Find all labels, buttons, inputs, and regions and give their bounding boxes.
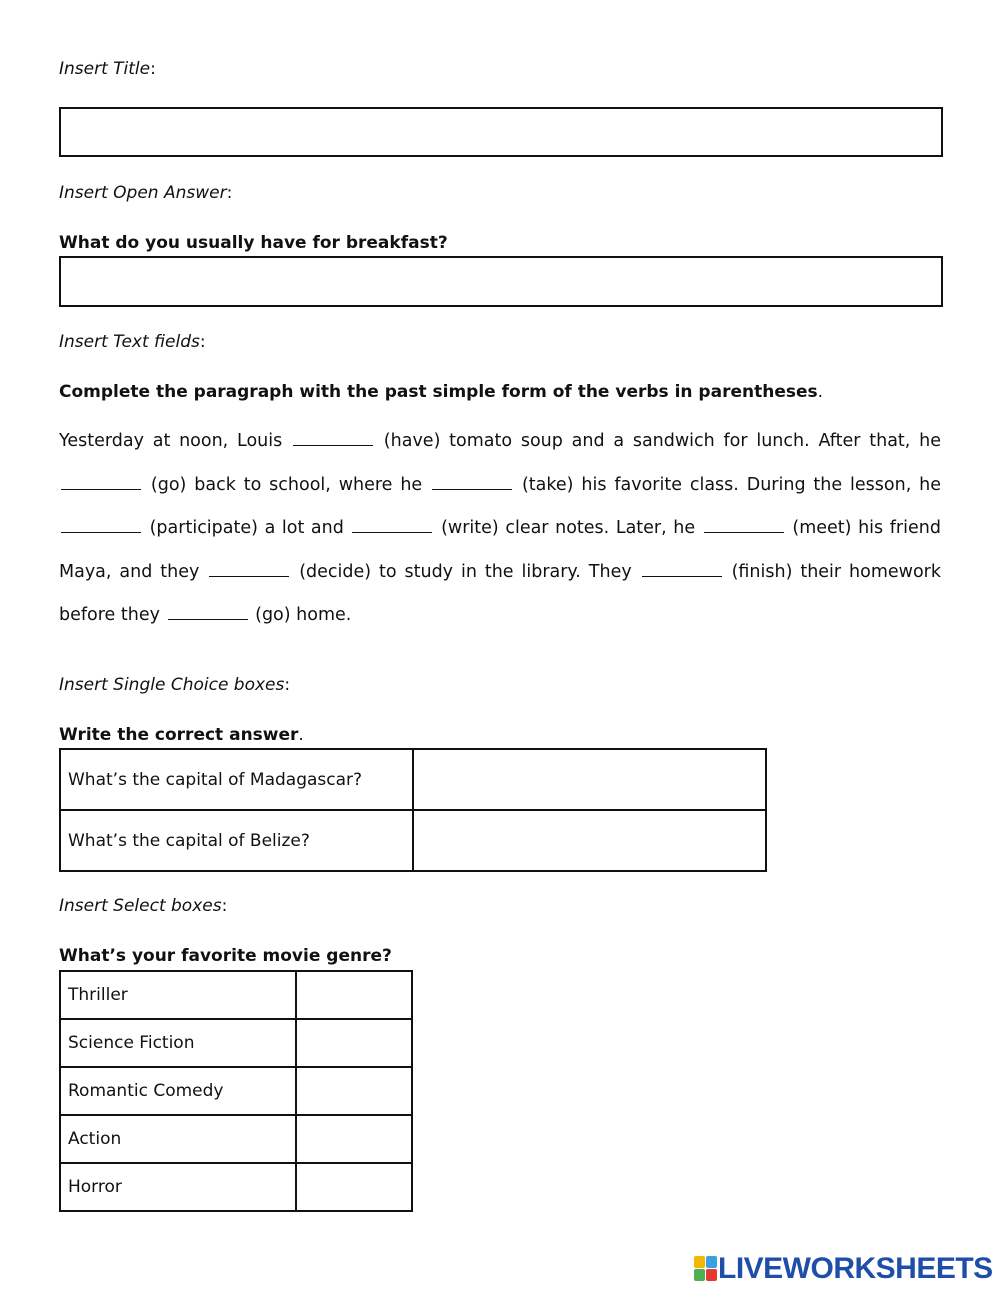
breakfast-question: What do you usually have for breakfast? — [59, 233, 448, 253]
text-fields-section-label: Insert Text fields: — [59, 332, 206, 352]
logo-text: LIVEWORKSHEETS — [718, 1252, 993, 1285]
table-row — [60, 1115, 412, 1163]
table-row — [60, 971, 412, 1019]
capital-question-belize: What’s the capital of Belize? — [60, 810, 413, 871]
paragraph-instruction-text: Complete the paragraph with the past simple form of the verbs in parentheses — [59, 382, 818, 402]
paragraph-segment: (go) home. — [255, 605, 352, 625]
select-label-text: Insert Select boxes — [59, 896, 222, 916]
genre-question: What’s your favorite movie genre? — [59, 946, 392, 966]
blank-field-finish[interactable] — [642, 575, 722, 577]
single-choice-instruction: Write the correct answer. — [59, 725, 304, 745]
single-choice-label-text: Insert Single Choice boxes — [59, 675, 285, 695]
table-row — [60, 1019, 412, 1067]
blank-field-participate[interactable] — [61, 531, 141, 533]
title-label-text: Insert Title — [59, 59, 151, 79]
paragraph-segment: (have) tomato soup and a sandwich for lunch. After that, he — [383, 431, 941, 451]
title-input-box[interactable] — [59, 107, 943, 157]
blank-field-decide[interactable] — [209, 575, 289, 577]
blank-field-have[interactable] — [293, 444, 373, 446]
paragraph-segment: (meet) his friend Maya, and they — [59, 518, 941, 582]
paragraph-segment: (take) his favorite class. During the lesson, he — [521, 474, 941, 495]
capital-answer-madagascar[interactable] — [413, 749, 766, 810]
blank-field-take[interactable] — [432, 488, 512, 490]
capital-answer-belize[interactable] — [413, 810, 766, 871]
genre-select-romantic-comedy[interactable] — [296, 1067, 412, 1115]
genre-option-science-fiction: Science Fiction — [60, 1019, 296, 1067]
genre-table — [59, 970, 413, 1212]
paragraph-segment: Yesterday at noon, Louis — [59, 431, 283, 451]
genre-option-horror: Horror — [60, 1163, 296, 1211]
text-fields-label-text: Insert Text fields — [59, 332, 200, 352]
genre-select-action[interactable] — [296, 1115, 412, 1163]
liveworksheets-logo — [694, 1252, 993, 1286]
paragraph-segment: (decide) to study in the library. They — [299, 561, 632, 582]
table-row — [60, 749, 766, 810]
genre-select-horror[interactable] — [296, 1163, 412, 1211]
genre-select-science-fiction[interactable] — [296, 1019, 412, 1067]
open-answer-label-text: Insert Open Answer — [59, 183, 227, 203]
paragraph-instruction: Complete the paragraph with the past simple form of the verbs in parentheses. — [59, 382, 824, 402]
breakfast-answer-box[interactable] — [59, 256, 943, 307]
paragraph-segment: (write) clear notes. Later, he — [441, 518, 696, 538]
genre-option-action: Action — [60, 1115, 296, 1163]
capitals-table — [59, 748, 767, 872]
logo-blocks-icon — [694, 1256, 718, 1282]
blank-field-write[interactable] — [352, 531, 432, 533]
table-row — [60, 1163, 412, 1211]
single-choice-section-label: Insert Single Choice boxes: — [59, 675, 291, 695]
table-row — [60, 810, 766, 871]
capital-question-madagascar: What’s the capital of Madagascar? — [60, 749, 413, 810]
blank-field-go[interactable] — [61, 488, 141, 490]
blank-field-meet[interactable] — [704, 531, 784, 533]
fill-in-paragraph — [59, 420, 941, 638]
paragraph-segment: (participate) a lot and — [149, 518, 344, 538]
single-choice-instruction-text: Write the correct answer — [59, 725, 299, 745]
genre-select-thriller[interactable] — [296, 971, 412, 1019]
paragraph-segment: (finish) their homework before they — [59, 561, 942, 625]
blank-field-go-home[interactable] — [168, 618, 248, 620]
genre-option-romantic-comedy: Romantic Comedy — [60, 1067, 296, 1115]
title-section-label: Insert Title: — [59, 59, 156, 79]
open-answer-section-label: Insert Open Answer: — [59, 183, 233, 203]
paragraph-segment: (go) back to school, where he — [150, 474, 423, 495]
genre-option-thriller: Thriller — [60, 971, 296, 1019]
select-section-label: Insert Select boxes: — [59, 896, 228, 916]
table-row — [60, 1067, 412, 1115]
